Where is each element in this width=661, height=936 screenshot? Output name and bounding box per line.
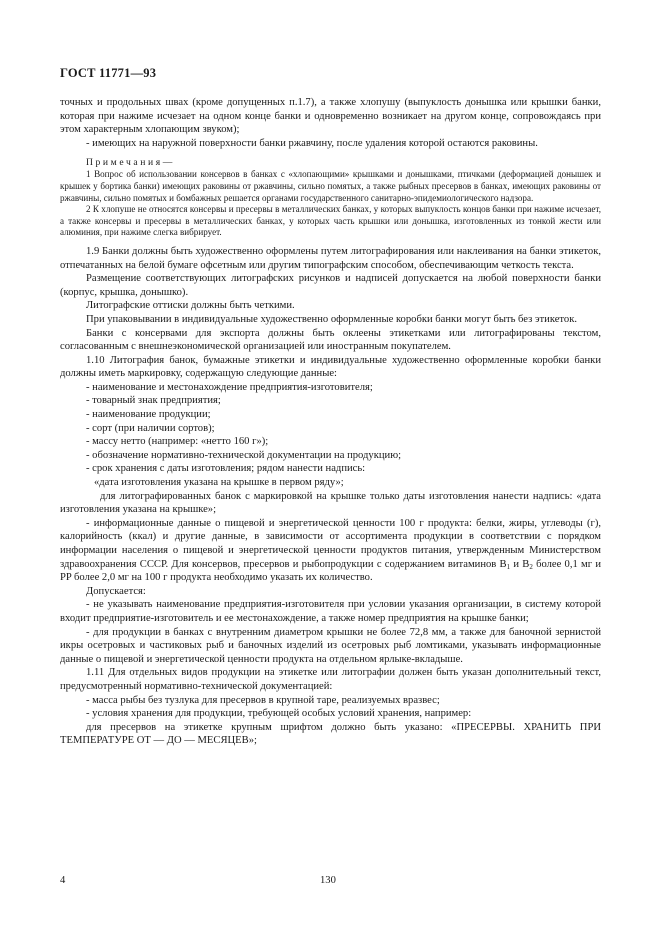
paragraph: Размещение соответствующих литографских рисунков и надписей допускается на любой поверхности банки (корпус, крышка, донышко). xyxy=(60,273,601,298)
allowed-item: - для продукции в банках с внутренним диаметром крышки не более 72,8 мм, а также для баночной зернистой икры осетровых и частиковых рыб и баночных изделий из осетровых рыб ломтиками, указывать информационные данные о пищевой и энергетической ценности продукта на отдельном ярлыке-вкладыше. xyxy=(60,626,601,665)
list-item: - сорт (при наличии сортов); xyxy=(86,422,215,434)
allowed-item: - не указывать наименование предприятия-изготовителя при условии указания организации, в систему которой входит предприятие-изготовитель и ее местонахождение, а также номер предприятия на крышке банки; xyxy=(60,599,601,624)
note-item: 2 К хлопуше не относятся консервы и пресервы в металлических банках, у которых выпуклость концов банки при нажиме исчезает, а также консервы и пресервы в металлических банках, у которых часть крышки или донышка, изготовленных из тонкой жести или алюминия, при нажиме слегка вибрирует. xyxy=(60,204,601,238)
list-item: - срок хранения с даты изготовления; рядом нанести надпись: xyxy=(86,463,366,475)
list-item: - условия хранения для продукции, требующей особых условий хранения, например: xyxy=(86,708,472,720)
nutrition-text-1: - информационные данные о пищевой и энергетической ценности 100 г продукта: белки, жиры, углеводы (г), калорийность (ккал) и другие данные, в зависимости от ассортимента продукции в соответствии с порядком информации населения о пищевой и энергетической ценности продуктов питания, утвержденным Министерством здравоохранения СССР. Для консервов, пресервов и рыбопродукции с содержанием витаминов B xyxy=(60,517,601,570)
page-number: 4 xyxy=(60,875,66,886)
paragraph: Банки с консервами для экспорта должны быть оклеены этикетками или литографированы текстом, согласованным с внешнеэкономической организацией или иностранным покупателем. xyxy=(60,327,601,353)
note-item: 1 Вопрос об использовании консервов в банках с «хлопающими» крышками и донышками, птичками (деформацией донышек и крышек у бортика банки) имеющих раковины от ржавчины, сильно помятых, а также рыбных пресервов в банках, имеющих раковины от ржавчины, сильно помятых и бомбажных решается органами государственного санитарно-эпидемиологического надзора. xyxy=(60,169,601,203)
document-body xyxy=(60,96,601,748)
page-number-center: 130 xyxy=(320,875,336,886)
nutrition-text-2: и B xyxy=(510,558,530,570)
section-1-10: 1.10 Литография банок, бумажные этикетки и индивидуальные художественно оформленные коробки банки должны иметь маркировку, содержащую следующие данные: xyxy=(60,354,601,380)
nutrition-paragraph xyxy=(60,517,601,585)
list-item: - масса рыбы без тузлука для пресервов в крупной таре, реализуемых вразвес; xyxy=(86,694,440,706)
list-item: - наименование и местонахождение предприятия-изготовителя; xyxy=(86,381,373,393)
notes-heading: Примечания— xyxy=(86,157,175,169)
nutrition-text-3: более 0,1 мг и PP более 2,0 мг на 100 г продукта необходимо указать их количество. xyxy=(60,558,601,584)
litho-note: для литографированных банок с маркировкой на крышке только даты изготовления нанести надпись: «дата изготовления указана на крышке»; xyxy=(60,490,601,516)
preserves-label-text: для пресервов на этикетке крупным шрифтом должно быть указано: «ПРЕСЕРВЫ. ХРАНИТЬ ПРИ ТЕМПЕРАТУРЕ ОТ — ДО — МЕСЯЦЕВ»; xyxy=(60,721,601,747)
paragraph: При упаковывании в индивидуальные художественно оформленные коробки банки могут быть без этикеток. xyxy=(86,313,577,325)
section-1-11: 1.11 Для отдельных видов продукции на этикетке или литографии должен быть указан дополнительный текст, предусмотренный нормативно-технической документацией: xyxy=(60,667,601,692)
paragraph: Литографские оттиски должны быть четкими. xyxy=(86,300,295,312)
paragraph-continuation: точных и продольных швах (кроме допущенных п.1.7), а также хлопушу (выпуклость донышка или крышки банки, которая при нажиме исчезает на одном конце банки и одновременно возникает на другом конце, сопровождаясь при этом характерным хлопающим звуком); xyxy=(60,97,601,136)
subscript-2: 2 xyxy=(529,562,533,571)
list-item: - обозначение нормативно-технической документации на продукцию; xyxy=(86,449,402,461)
subscript-1: 1 xyxy=(506,562,511,571)
list-item: - товарный знак предприятия; xyxy=(86,395,221,407)
list-item: - наименование продукции; xyxy=(86,409,211,421)
paragraph-rust: - имеющих на наружной поверхности банки ржавчину, после удаления которой остаются раковины. xyxy=(86,137,538,149)
allowed-heading: Допускается: xyxy=(86,585,146,597)
quote-date-label: «дата изготовления указана на крышке в первом ряду»; xyxy=(94,477,344,489)
list-item: - массу нетто (например: «нетто 160 г»); xyxy=(86,436,269,448)
document-header: ГОСТ 11771—93 xyxy=(60,66,157,80)
section-1-9: 1.9 Банки должны быть художественно оформлены путем литографирования или наклеивания на банки этикеток, отпечатанных на белой бумаге офсетным или другим типографским способом, обеспечивающим четкость текста. xyxy=(60,245,601,271)
